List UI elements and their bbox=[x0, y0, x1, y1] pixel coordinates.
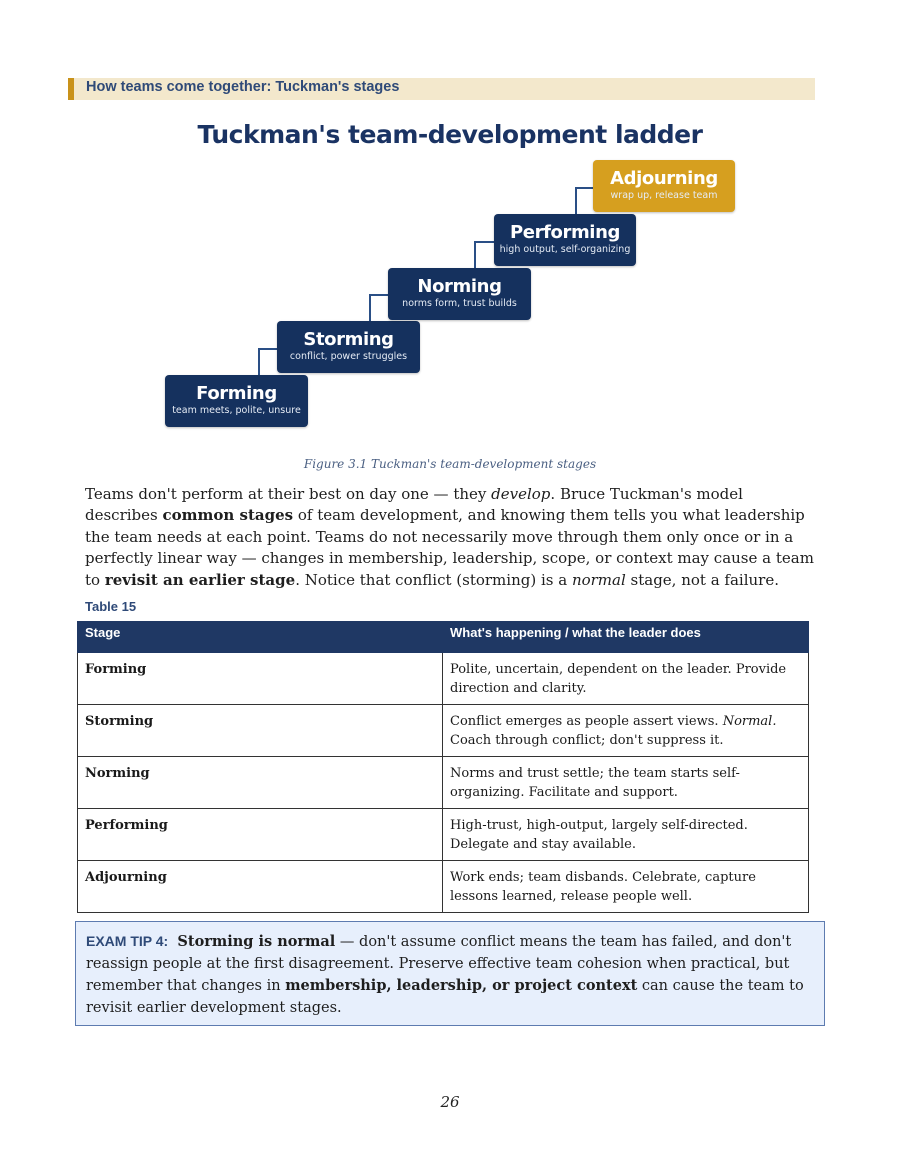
description-cell bbox=[443, 705, 809, 757]
bold-text: common stages bbox=[162, 506, 294, 525]
stage-step-subtitle: wrap up, release team bbox=[610, 190, 718, 201]
stage-step-name: Storming bbox=[303, 329, 394, 350]
connector-norming-performing bbox=[474, 241, 496, 270]
stage-step-subtitle: high output, self-organizing bbox=[499, 244, 631, 255]
exam-tip-label: EXAM TIP 4: bbox=[86, 933, 169, 949]
table-header-row bbox=[78, 622, 809, 653]
column-header-description: What's happening / what the leader does bbox=[443, 622, 809, 653]
text-run: can cause the team to revisit earlier development stages. bbox=[86, 978, 804, 1017]
stage-cell: Forming bbox=[78, 653, 443, 705]
text-run: . Notice that conflict (storming) is a bbox=[295, 570, 572, 589]
emphasis: normal bbox=[571, 570, 626, 589]
text-run: Polite, uncertain, dependent on the leader. Provide direction and clarity. bbox=[450, 662, 787, 696]
section-heading: How teams come together: Tuckman's stages bbox=[86, 79, 400, 95]
stage-step-storming bbox=[277, 321, 420, 373]
emphasis: Normal. bbox=[722, 714, 777, 729]
column-header-stage: Stage bbox=[78, 622, 443, 653]
text-run: High-trust, high-output, largely self-directed. Delegate and stay available. bbox=[450, 818, 748, 852]
bold-text: Storming is normal bbox=[177, 933, 336, 950]
stage-step-adjourning bbox=[593, 160, 735, 212]
stage-step-norming bbox=[388, 268, 531, 320]
section-heading-bar bbox=[68, 78, 815, 100]
stage-step-subtitle: team meets, polite, unsure bbox=[172, 405, 301, 416]
stage-step-subtitle: conflict, power struggles bbox=[289, 351, 408, 362]
table-row bbox=[78, 809, 809, 861]
bold-text: revisit an earlier stage bbox=[104, 570, 296, 589]
table-row bbox=[78, 861, 809, 913]
text-run: Coach through conflict; don't suppress it. bbox=[450, 733, 724, 748]
stage-cell: Adjourning bbox=[78, 861, 443, 913]
text-run: Conflict emerges as people assert views. bbox=[450, 714, 723, 729]
text-run: . Bruce Tuckman's model describes bbox=[85, 485, 743, 525]
stages-table bbox=[77, 621, 809, 913]
text-run: stage, not a failure. bbox=[625, 570, 779, 589]
stage-cell: Storming bbox=[78, 705, 443, 757]
figure-title: Tuckman's team-development ladder bbox=[197, 120, 703, 149]
connector-storming-norming bbox=[369, 294, 390, 323]
description-cell bbox=[443, 757, 809, 809]
text-run: Work ends; team disbands. Celebrate, capture lessons learned, release people well. bbox=[450, 870, 756, 904]
text-run: — don't assume conflict means the team has failed, and don't reassign people at the first disagreement. Preserve effective team cohesion when practical, but remember that changes in bbox=[86, 934, 792, 995]
tuckman-ladder-figure bbox=[150, 108, 750, 448]
page-number: 26 bbox=[440, 1093, 460, 1111]
text-run: of team development, and knowing them tells you what leadership the team needs at each point. Teams do not necessarily move through them only once or in a perfectly linear way — changes in membership, leadership, scope, or context may cause a team to bbox=[85, 506, 814, 589]
emphasis: develop bbox=[491, 485, 551, 503]
stage-cell: Norming bbox=[78, 757, 443, 809]
description-cell bbox=[443, 809, 809, 861]
stage-step-name: Norming bbox=[417, 276, 502, 297]
connector-performing-adjourning bbox=[575, 187, 595, 216]
exam-tip-box bbox=[75, 921, 825, 1026]
stage-step-forming bbox=[165, 375, 308, 427]
table-row bbox=[78, 705, 809, 757]
text-run: Teams don't perform at their best on day one — they bbox=[85, 485, 492, 503]
table-row bbox=[78, 757, 809, 809]
intro-paragraph bbox=[85, 484, 820, 591]
description-cell bbox=[443, 653, 809, 705]
table-label: Table 15 bbox=[85, 599, 137, 614]
stage-cell: Performing bbox=[78, 809, 443, 861]
stage-step-performing bbox=[494, 214, 636, 266]
table-row bbox=[78, 653, 809, 705]
stage-step-subtitle: norms form, trust builds bbox=[402, 298, 517, 309]
stage-step-name: Adjourning bbox=[610, 168, 718, 189]
stage-step-name: Forming bbox=[196, 383, 277, 404]
figure-caption: Figure 3.1 Tuckman's team-development stages bbox=[303, 457, 597, 471]
text-run: Norms and trust settle; the team starts self-organizing. Facilitate and support. bbox=[450, 766, 740, 800]
stage-step-name: Performing bbox=[510, 222, 620, 243]
bold-text: membership, leadership, or project context bbox=[285, 977, 638, 995]
description-cell bbox=[443, 861, 809, 913]
